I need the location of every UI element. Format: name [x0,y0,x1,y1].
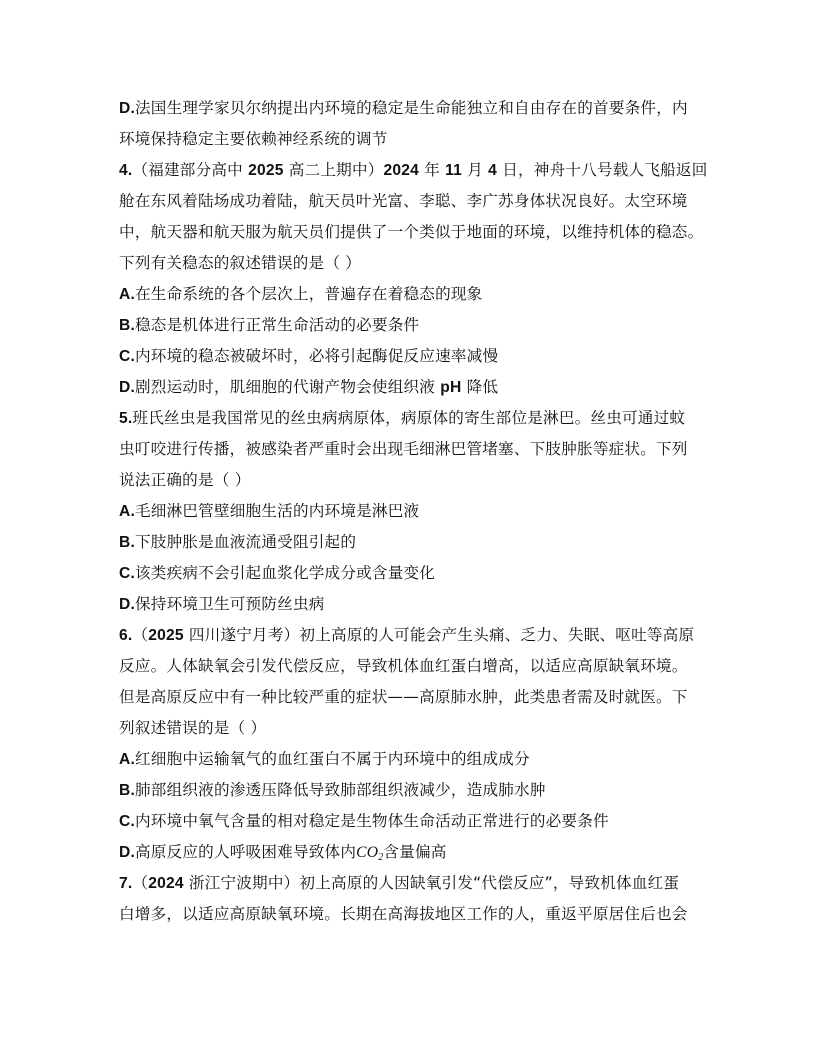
stem-text: （ [132,626,149,644]
option-text: 毛细淋巴管壁细胞生活的内环境是淋巴液 [135,502,420,520]
option-text: 高原反应的人呼吸困难导致体内 [135,843,357,861]
co2-formula [356,844,383,861]
q4-stem-line-1 [119,155,708,186]
q6-option-d [119,837,703,868]
stem-text: 列叙述错误的是（ ） [119,719,267,737]
q5-stem-line-2 [119,434,703,465]
option-letter: D. [119,596,135,613]
option-text: 保持环境卫生可预防丝虫病 [135,595,325,613]
q3-option-d [119,93,703,124]
stem-text: 中，航天器和航天服为航天员们提供了一个类似于地面的环境，以维持机体的稳态。 [119,223,704,241]
q4-option-b [119,310,703,341]
q5-option-c [119,558,703,589]
stem-text: 反应。人体缺氧会引发代偿反应，导致机体血红蛋白增高，以适应高原缺氧环境。 [119,657,688,675]
stem-text: 月 [462,161,489,179]
formula-base: CO [356,844,379,861]
q5-option-d [119,589,703,620]
option-letter: A. [119,286,135,303]
option-text: 该类疾病不会引起血浆化学成分或含量变化 [135,564,436,582]
q5-option-a [119,496,703,527]
option-letter: D. [119,844,135,861]
stem-day: 4 [488,162,498,179]
stem-text: 虫叮咬进行传播，被感染者严重时会出现毛细淋巴管堵塞、下肢肿胀等症状。下列 [119,440,688,458]
q7-stem-line-2 [119,899,703,930]
q6-stem-line-4 [119,713,703,744]
option-letter: A. [119,751,135,768]
q6-option-b [119,775,703,806]
q4-stem-line-2 [119,186,703,217]
question-number: 5. [119,410,133,427]
option-letter: B. [119,782,135,799]
stem-text: 四川遂宁月考）初上高原的人可能会产生头痛、乏力、失眠、呕吐等高原 [183,626,695,644]
option-text: 含量偏高 [383,843,447,861]
stem-year: 2025 [148,627,184,644]
q6-option-a [119,744,703,775]
stem-year: 2024 [383,162,420,179]
option-text: 在生命系统的各个层次上，普遍存在着稳态的现象 [135,285,483,303]
stem-text: 班氏丝虫是我国常见的丝虫病病原体，病原体的寄生部位是淋巴。丝虫可通过蚊 [132,409,686,427]
q6-stem-line-2 [119,651,703,682]
stem-text: （ [132,874,149,892]
option-text: 内环境中氧气含量的相对稳定是生物体生命活动正常进行的必要条件 [135,812,609,830]
option-text: 肺部组织液的渗透压降低导致肺部组织液减少，造成肺水肿 [135,781,546,799]
stem-text: 舱在东风着陆场成功着陆，航天员叶光富、李聪、李广苏身体状况良好。太空环境 [119,192,688,210]
q7-stem-line-1 [119,868,703,899]
question-number: 6. [119,627,133,644]
q4-option-c [119,341,703,372]
option-text: 内环境的稳态被破坏时，必将引起酶促反应速率减慢 [135,347,499,365]
stem-text: 白增多，以适应高原缺氧环境。长期在高海拔地区工作的人，重返平原居住后也会 [119,905,688,923]
option-letter: B. [119,534,135,551]
option-text: 红细胞中运输氧气的血红蛋白不属于内环境中的组成成分 [135,750,530,768]
option-text: 环境保持稳定主要依赖神经系统的调节 [119,130,388,148]
question-text-block [119,93,708,930]
question-number: 7. [119,875,133,892]
stem-year: 2024 [148,875,184,892]
stem-year: 2025 [248,162,284,179]
option-letter: B. [119,317,135,334]
q5-stem-line-1 [119,403,703,434]
option-letter: C. [119,813,135,830]
formula-subscript: 2 [378,852,384,863]
option-text: 剧烈运动时，肌细胞的代谢产物会使组织液 [135,378,441,396]
stem-text: （福建部分高中 [132,161,249,179]
option-letter: C. [119,348,135,365]
option-text: 降低 [461,378,499,396]
q5-stem-line-3 [119,465,703,496]
option-letter: A. [119,503,135,520]
option-letter: C. [119,565,135,582]
q6-stem-line-1 [119,620,703,651]
q6-option-c [119,806,703,837]
stem-text: 说法正确的是（ ） [119,471,251,489]
stem-text: 下列有关稳态的叙述错误的是（ ） [119,254,362,272]
option-text: 稳态是机体进行正常生命活动的必要条件 [135,316,420,334]
option-letter: D. [119,100,135,117]
option-text: 法国生理学家贝尔纳提出内环境的稳定是生命能独立和自由存在的首要条件，内 [135,99,688,117]
option-letter: D. [119,379,135,396]
stem-text: 日，神舟十八号载人飞船返回 [497,161,708,179]
option-ph: pH [440,379,462,396]
option-text: 下肢肿胀是血液流通受阻引起的 [135,533,357,551]
stem-text: 年 [419,161,446,179]
question-number: 4. [119,162,133,179]
q4-stem-line-3 [119,217,703,248]
q4-option-a [119,279,703,310]
stem-text: 浙江宁波期中）初上高原的人因缺氧引发“代偿反应”，导致机体血红蛋 [183,874,680,892]
q4-option-d [119,372,703,403]
stem-month: 11 [445,162,463,179]
q6-stem-line-3 [119,682,703,713]
q3-option-d-continued [119,124,703,155]
q5-option-b [119,527,703,558]
stem-text: 高二上期中） [283,161,384,179]
q4-stem-line-4 [119,248,703,279]
stem-text: 但是高原反应中有一种比较严重的症状——高原肺水肿，此类患者需及时就医。下 [119,688,688,706]
